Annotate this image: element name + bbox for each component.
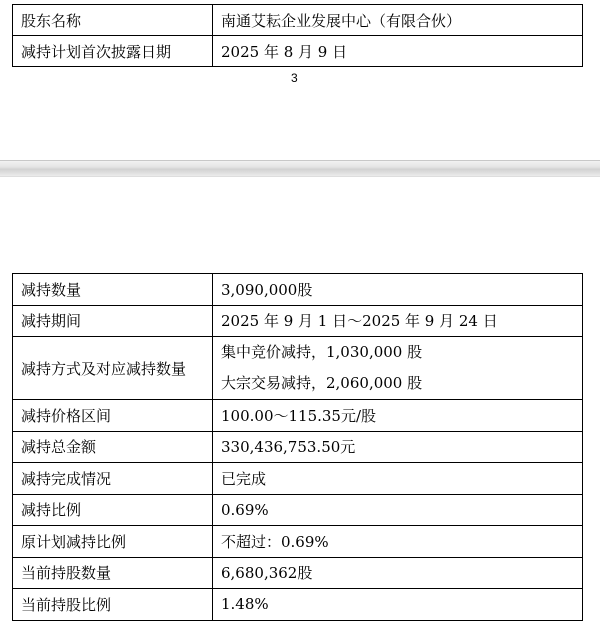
table-row	[13, 589, 583, 621]
table-row	[13, 36, 583, 67]
shareholder-name-label: 股东名称	[13, 5, 213, 36]
reduction-period-value: 2025 年 9 月 1 日～2025 年 9 月 24 日	[213, 305, 583, 337]
table-row	[13, 5, 583, 36]
reduction-quantity-value: 3,090,000股	[213, 274, 583, 306]
planned-ratio-label: 原计划减持比例	[13, 526, 213, 558]
table-row	[13, 337, 583, 400]
current-shares-value: 6,680,362股	[213, 557, 583, 589]
completion-status-label: 减持完成情况	[13, 463, 213, 495]
planned-ratio-value: 不超过：0.69%	[213, 526, 583, 558]
current-ratio-label: 当前持股比例	[13, 589, 213, 621]
reduction-period-label: 减持期间	[13, 305, 213, 337]
table-row	[13, 494, 583, 526]
current-shares-label: 当前持股数量	[13, 557, 213, 589]
price-range-label: 减持价格区间	[13, 400, 213, 432]
shareholder-info-table	[12, 4, 583, 67]
table-row	[13, 557, 583, 589]
price-range-value: 100.00～115.35元/股	[213, 400, 583, 432]
table-row	[13, 274, 583, 306]
table-row	[13, 305, 583, 337]
block-trade-value: 大宗交易减持，2,060,000 股	[221, 374, 423, 392]
shareholder-name-value: 南通艾耘企业发展中心（有限合伙）	[213, 5, 583, 36]
table-row	[13, 526, 583, 558]
total-amount-label: 减持总金额	[13, 431, 213, 463]
total-amount-value: 330,436,753.50元	[213, 431, 583, 463]
centralized-bidding-value: 集中竞价减持，1,030,000 股	[221, 343, 423, 361]
reduction-ratio-value: 0.69%	[213, 494, 583, 526]
reduction-method-label: 减持方式及对应减持数量	[13, 337, 213, 400]
current-ratio-value: 1.48%	[213, 589, 583, 621]
reduction-method-value	[213, 337, 583, 400]
completion-status-value: 已完成	[213, 463, 583, 495]
page-break-divider	[0, 160, 600, 177]
reduction-details-table	[12, 273, 583, 621]
table-row	[13, 400, 583, 432]
table-row	[13, 431, 583, 463]
table-row	[13, 463, 583, 495]
first-disclosure-date-label: 减持计划首次披露日期	[13, 36, 213, 67]
reduction-ratio-label: 减持比例	[13, 494, 213, 526]
first-disclosure-date-value: 2025 年 8 月 9 日	[213, 36, 583, 67]
reduction-quantity-label: 减持数量	[13, 274, 213, 306]
page-number: 3	[291, 71, 298, 85]
